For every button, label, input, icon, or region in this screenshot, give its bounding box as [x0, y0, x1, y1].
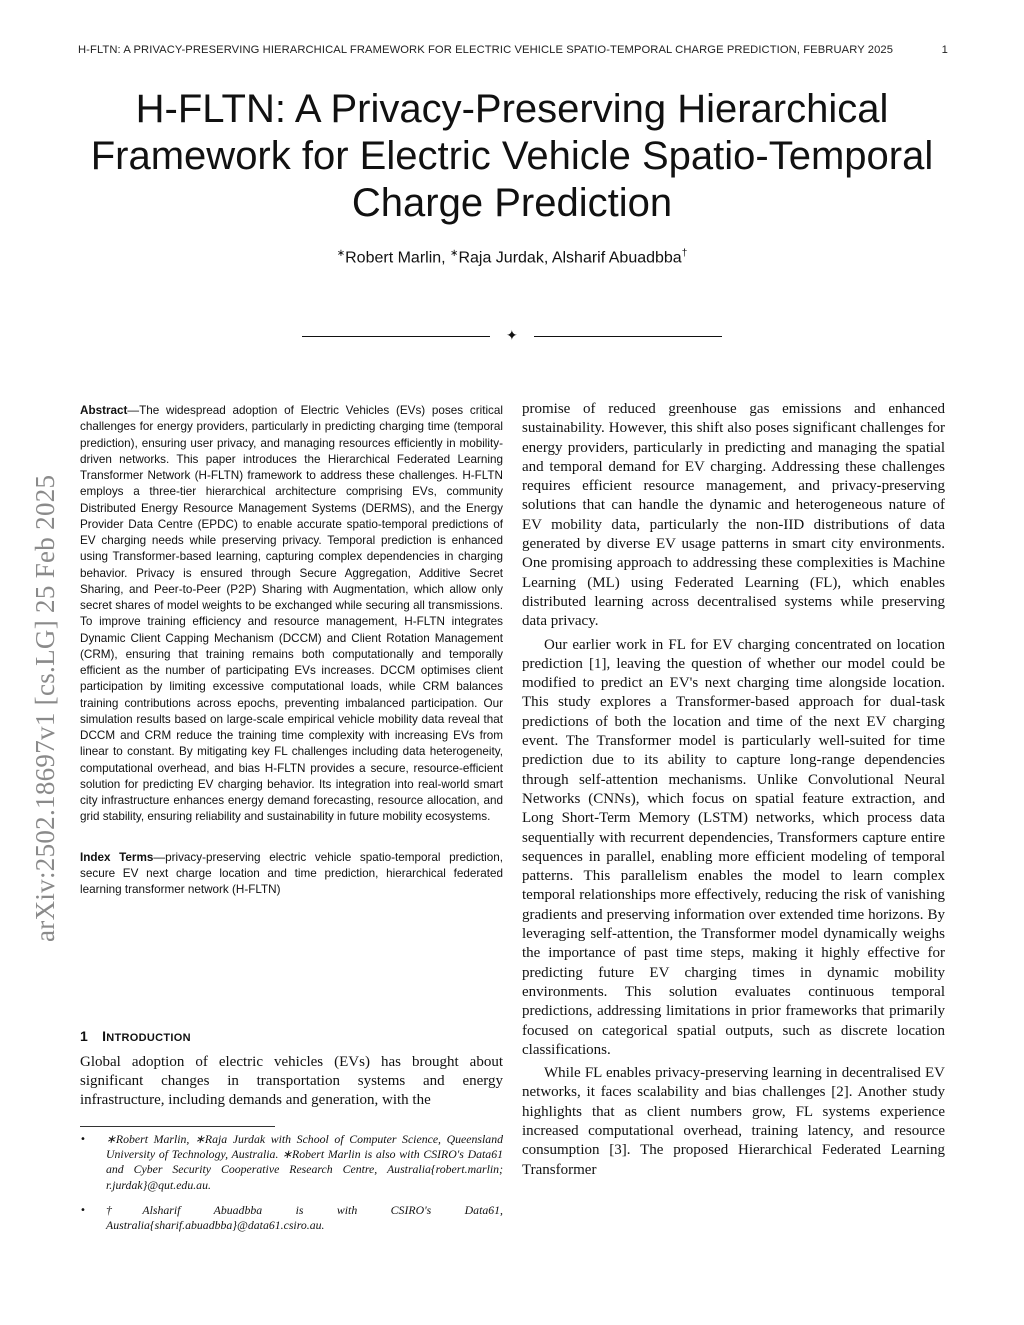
footnote-text: ∗Robert Marlin, ∗Raja Jurdak with School of Computer Science, Queensland University of Technology, Australia. ∗Robert Marlin is also with CSIRO's Data61 and Cyber Security Cooperative Research Centre, Australia{robert.marlin; r.jurdak}@qut.edu.au. [106, 1132, 503, 1192]
paper-title [60, 86, 964, 227]
bullet-icon: • [80, 1204, 86, 1216]
separator-rule [302, 336, 490, 337]
body-paragraph: While FL enables privacy-preserving learning in decentralised EV networks, it faces scalability and bias challenges [2]. Another study highlights that as client numbers grow, FL systems experience increased computational overhead, training latency, and resource consumption [3]. The proposed Hierarchical Federated Learning Transformer [522, 1065, 945, 1178]
title-separator [302, 328, 722, 344]
abstract-text: —The widespread adoption of Electric Vehicles (EVs) poses critical challenges for energy providers, particularly in predicting charging time (temporal prediction), ensuring user privacy, and managing resources efficiently in mobility-driven networks. This paper introduces the Hierarchical Federated Learning Transformer Network (H-FLTN) framework to address these challenges. H-FLTN employs a three-tier hierarchical architecture comprising EVs, community Distributed Energy Resource Management Systems (DERMS), and the Energy Provider Data Centre (EPDC) to enable accurate spatio-temporal predictions of EV charging needs while preserving privacy. Temporal prediction is enhanced using Transformer-based learning, capturing complex dependencies in charging behavior. Privacy is ensured through Secure Aggregation, Additive Secret Sharing, and Peer-to-Peer (P2P) Sharing with Augmentation, which allow only secret shares of model weights to be exchanged while securing all transmissions. To improve training efficiency and resource management, H-FLTN integrates Dynamic Client Capping Mechanism (DCCM) and Client Rotation Management (CRM), ensuring that training remains both computationally and temporally efficient as the number of participating EVs increases. DCCM optimises client participation by limiting excessive computational loads, while CRM balances training contributions across epochs, preventing imbalanced participation. Our simulation results based on large-scale empirical vehicle mobility data reveal that DCCM and CRM reduce the training time complexity with increasing EVs from linear to constant. By mitigating key FL challenges including data heterogeneity, computational overhead, and bias H-FLTN provides a secure, resource-efficient solution for predicting EV charging behavior. Its integration into real-world smart city infrastructure enhances energy demand forecasting, resource allocation, and grid stability, ensuring reliability and sustainability in future mobility ecosystems. [80, 404, 503, 824]
footnote [80, 1132, 503, 1193]
footnote-text: †Alsharif Abuadbba is with CSIRO's Data61, Australia{sharif.abuadbba}@data61.csiro.au. [106, 1202, 503, 1233]
author-mark: ∗ [450, 248, 459, 259]
separator-rule [534, 336, 722, 337]
footnotes [80, 1132, 503, 1243]
section-heading-introduction [80, 1028, 191, 1044]
body-column-right [522, 400, 945, 1180]
footnote [80, 1203, 503, 1233]
abstract-label: Abstract [80, 404, 128, 417]
author-mark: † [681, 248, 688, 259]
title-line: Framework for Electric Vehicle Spatio-Temporal [90, 134, 934, 178]
footnote-rule [80, 1126, 275, 1127]
abstract-column [80, 403, 503, 898]
author-name: Robert Marlin, [345, 249, 451, 267]
body-paragraph: Our earlier work in FL for EV charging concentrated on location prediction [1], leaving the question of whether our model could be modified to predict an EV's next charging time alongside location. This study explores a Transformer-based approach for dual-task predictions of both the location and time of the next EV charging event. The Transformer model is particularly well-suited for time prediction due to its ability to capture long-range dependencies through self-attention mechanisms. Unlike Convolutional Neural Networks (CNNs), which focus on spatial feature extraction, and Long Short-Term Memory (LSTM) networks, which process data sequentially with recurrent dependencies, Transformers capture entire sequences in parallel, enabling more efficient modeling of temporal patterns. This parallelism enables the model to learn complex temporal relationships more effectively, reducing the risk of vanishing gradients and preserving information over extended time horizons. By leveraging self-attention, the Transformer model dynamically weighs the importance of past time steps, making it highly effective for predicting future EV charging times in dynamic mobility environments. This solution evaluates continuous temporal predictions, addressing limitations in prior frameworks that primarily focused on categorical spatial outputs, such as discrete location classifications. [522, 636, 945, 1058]
section-title-rest: NTRODUCTION [106, 1032, 191, 1044]
page-number: 1 [941, 44, 948, 56]
section-number: 1 [80, 1028, 89, 1044]
arxiv-identifier: arXiv:2502.18697v1 [cs.LG] 25 Feb 2025 [30, 474, 60, 942]
index-terms [80, 850, 503, 899]
diamond-ornament-icon: ✦ [506, 328, 518, 344]
abstract [80, 403, 503, 826]
bullet-icon: • [80, 1134, 86, 1145]
index-terms-text: —privacy-preserving electric vehicle spatio-temporal prediction, secure EV next charge location and time prediction, hierarchical federated learning transformer network (H-FLTN) [80, 850, 503, 896]
section-title-initial: I [102, 1028, 107, 1044]
title-line: H-FLTN: A Privacy-Preserving Hierarchical [135, 87, 889, 131]
introduction-paragraph: Global adoption of electric vehicles (EVs) has brought about significant changes in transportation systems and energy infrastructure, including demands and generation, with the [80, 1054, 503, 1109]
author-mark: ∗ [336, 248, 346, 259]
body-paragraph: promise of reduced greenhouse gas emissions and enhanced sustainability. However, this shift also poses significant challenges for energy providers, particularly in predicting and managing the spatial and temporal demand for EV charging. Addressing these challenges requires efficient resource management, and privacy-preserving solutions that can handle the dynamic and heterogeneous nature of EV mobility data, particularly the non-IID distributions of data generated by diverse EV usage patterns in smart city environments. One promising approach to addressing these complexities is Machine Learning (ML) using Federated Learning (FL), which enables distributed learning across decentralised systems while preserving data privacy. [522, 401, 945, 630]
author-name: Raja Jurdak, [458, 249, 552, 267]
index-terms-label: Index Terms [80, 850, 154, 864]
author-name: Alsharif Abuadbba [551, 249, 682, 267]
author-list [0, 248, 1024, 267]
title-line: Charge Prediction [351, 181, 673, 225]
running-head-title: H-FLTN: A PRIVACY-PRESERVING HIERARCHICAL FRAMEWORK FOR ELECTRIC VEHICLE SPATIO-TEMPORAL CHARGE PREDICTION, FEBRUARY 2025 [78, 44, 894, 56]
